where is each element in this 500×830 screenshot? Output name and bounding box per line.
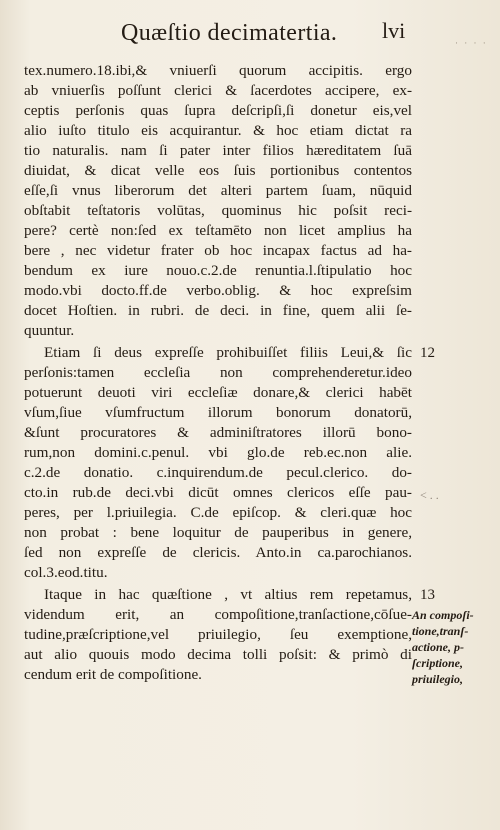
text-line: c.2.de donatio. c.inquirendum.de pecul.clerico. do- xyxy=(24,464,412,481)
text-line: vſum,ſiue vſumfructum illorum bonorum donatorū, xyxy=(24,404,412,421)
margin-bleed-mark: < . . xyxy=(420,488,439,502)
text-line: potuerunt deuoti viri eccleſiæ donare,& clerici habēt xyxy=(24,384,412,401)
text-line: eſſe,ſi vnus liberorum det alteri partem ſuam, nūquid xyxy=(24,182,412,199)
text-line: tudine,præſcriptione,vel priuilegio, ſeu exemptione, xyxy=(24,626,412,643)
text-line: bere , nec videtur frater ob hoc incapax factus ad ha- xyxy=(24,242,412,259)
text-line: col.3.eod.titu. xyxy=(24,564,108,581)
margin-note-line: An compoſi- xyxy=(412,608,474,622)
margin-note-line: tione,tranſ- xyxy=(412,624,469,638)
text-line: diuidat, & dicat velle eos ſuis portionibus contentos xyxy=(24,162,412,179)
text-line: rum,non domini.c.penul. vbi glo.de reb.ec.non alie. xyxy=(24,444,412,461)
text-line: alio iuſto titulo eis acquirantur. & hoc etiam dictat ra xyxy=(24,122,412,139)
text-line: ceptis perſonis quas ſupra deſcripſi,ſi donetur eis,vel xyxy=(24,102,412,119)
margin-note-line: priuilegio, xyxy=(412,672,464,686)
text-line: perſonis:tamen eccleſia non comprehenderetur.ideo xyxy=(24,364,412,381)
text-line: aut alio quouis modo decima tolli poſsit: & primò di xyxy=(24,646,412,663)
text-line: &ſunt procuratores & adminiſtratores illorū bono- xyxy=(24,424,412,441)
text-line: cendum erit de compoſitione. xyxy=(24,666,202,683)
text-line: tex.numero.18.ibi,& vniuerſi quorum accipitis. ergo xyxy=(24,62,412,79)
text-line: Itaque in hac quæſtione , vt altius rem repetamus, xyxy=(44,586,412,603)
text-line: cto.in rub.de deci.vbi dicūt omnes clericos eſſe pau- xyxy=(24,484,412,501)
text-line: videndum erit, an compoſitione,tranſactione,cōſue- xyxy=(24,606,412,623)
margin-note-line: ſcriptione, xyxy=(412,656,463,670)
text-line: docet Hoſtien. in rubri. de deci. in fine, quem alii ſe- xyxy=(24,302,412,319)
text-line: Etiam ſi deus expreſſe prohibuiſſet filiis Leui,& ſic xyxy=(44,344,412,361)
margin-note-line: actione, p- xyxy=(412,640,464,654)
text-line: obſtabit teſtatoris volūtas, quominus hic poſsit reci- xyxy=(24,202,412,219)
text-line: modo.vbi docto.ff.de verbo.oblig. & hoc expreſsim xyxy=(24,282,412,299)
text-line: quuntur. xyxy=(24,322,75,339)
text-line: ab vniuerſis poſſunt clerici & ſacerdotes accipere, ex- xyxy=(24,82,412,99)
margin-number-12: 12 xyxy=(420,345,435,361)
text-line: non probat : bene loquitur de pauperibus in genere, xyxy=(24,524,412,541)
header-rule-marks: · · · · xyxy=(455,38,488,48)
margin-number-13: 13 xyxy=(420,587,435,603)
text-line: bendum ex iure nouo.c.2.de renuntia.l.ſtipulatio hoc xyxy=(24,262,412,279)
text-line: peres, per l.priuilegia. C.de epiſcop. & cleri.quæ hoc xyxy=(24,504,412,521)
text-line: pere? certè non:ſed ex teſtamēto non licet amplius ha xyxy=(24,222,412,239)
running-title: Quæſtio decimatertia. xyxy=(121,20,338,46)
text-line: tio naturalis. nam ſi pater inter filios hæreditatem ſuā xyxy=(24,142,412,159)
text-line: ſed non expreſſe de clericis. Anto.in ca.parochianos. xyxy=(24,544,412,561)
folio-number: lvi xyxy=(382,18,406,43)
